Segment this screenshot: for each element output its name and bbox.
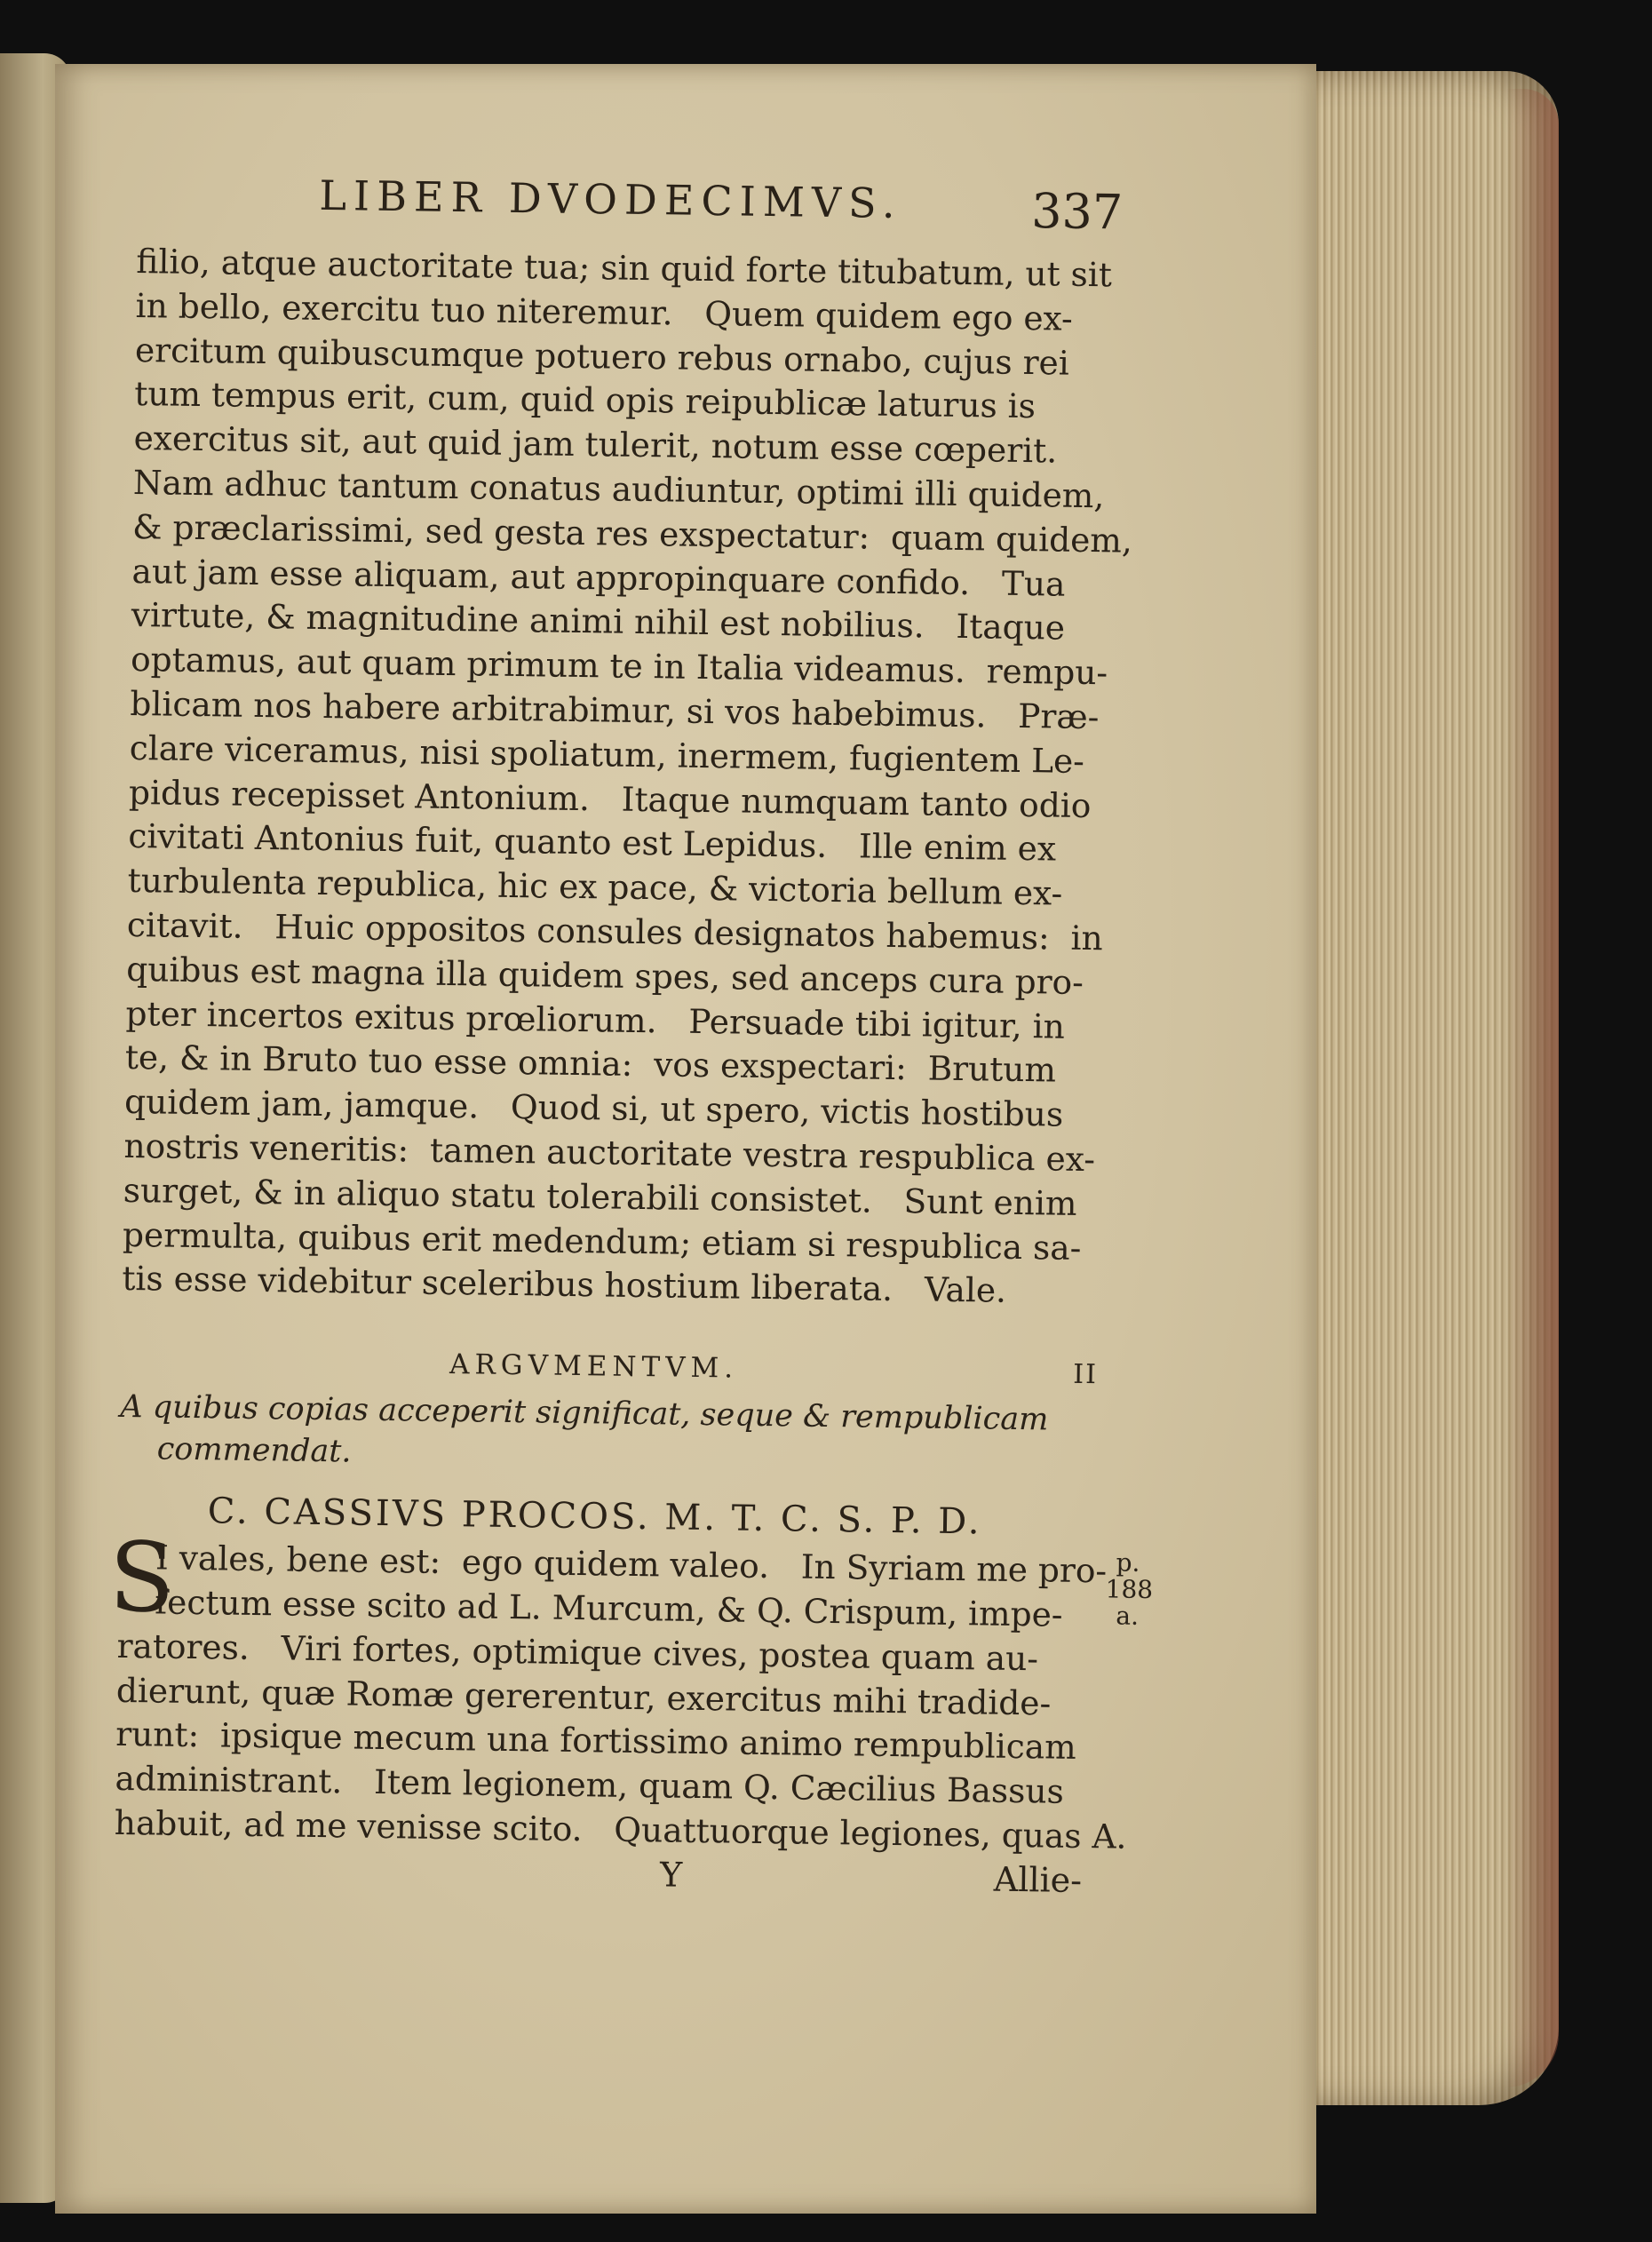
- text-line: virtute, & magnitudine animi nihil est nobilius. Itaque: [131, 595, 1066, 648]
- margin-note-line: a.: [1116, 1601, 1140, 1632]
- text-line: Nam adhuc tantum conatus audiuntur, optimi illi quidem,: [132, 462, 1105, 516]
- text-line: filio, atque auctoritate tua; sin quid forte titubatum, ut sit: [136, 241, 1113, 295]
- text-line: turbulenta republica, hic ex pace, & victoria bellum ex-: [127, 861, 1063, 913]
- text-line: exercitus sit, aut quid jam tulerit, notum esse cœperit.: [133, 418, 1058, 471]
- text-line: tis esse videbitur sceleribus hostium liberata. Vale.: [122, 1259, 1007, 1311]
- letter-number: II: [1073, 1358, 1099, 1391]
- text-line: dierunt, quæ Romæ gererentur, exercitus mihi tradide-: [115, 1670, 1052, 1723]
- catchword: Allie-: [993, 1859, 1083, 1900]
- text-line: pidus recepisset Antonium. Itaque numquam tanto odio: [128, 772, 1092, 825]
- signature-mark: Y: [659, 1855, 683, 1895]
- text-line: ratores. Viri fortes, optimique cives, postea quam au-: [116, 1626, 1039, 1679]
- drop-cap: S: [107, 1522, 176, 1634]
- second-letter: [107, 1522, 1154, 1859]
- text-line: quidem jam, jamque. Quod si, ut spero, victis hostibus: [123, 1082, 1064, 1134]
- text-line: surget, & in aliquo statu tolerabili consistet. Sunt enim: [123, 1170, 1077, 1223]
- text-line: clare viceramus, nisi spoliatum, inermem, fugientem Le-: [129, 727, 1085, 781]
- running-title: LIBER DVODECIMVS.: [319, 171, 902, 228]
- text-line: citavit. Huic oppositos consules designatos habemus: in: [126, 904, 1104, 958]
- running-head: [137, 160, 1124, 253]
- text-line: permulta, quibus erit medendum; etiam si respublica sa-: [122, 1214, 1082, 1268]
- text-line: quibus est magna illa quidem spes, sed anceps cura pro-: [125, 949, 1084, 1002]
- letter-body: [122, 240, 1133, 1315]
- text-line: pter incertos exitus prœliorum. Persuade tibi igitur, in: [125, 993, 1066, 1046]
- text-line: runt: ipsique mecum una fortissimo animo rempublicam: [115, 1714, 1076, 1768]
- text-line: ercitum quibuscumque potuero rebus ornabo, cujus rei: [134, 330, 1070, 383]
- text-line: te, & in Bruto tuo esse omnia: vos exspectari: Brutum: [124, 1038, 1057, 1090]
- text-line: civitati Antonius fuit, quanto est Lepidus. Ille enim ex: [128, 816, 1057, 869]
- text-line: in bello, exercitu tuo niteremur. Quem quidem ego ex-: [135, 285, 1074, 338]
- text-line: I vales, bene est: ego quidem valeo. In Syriam me pro-: [155, 1538, 1108, 1591]
- text-line: nostris veneritis: tamen auctoritate vestra respublica ex-: [123, 1125, 1096, 1180]
- book-page-edges: [1306, 71, 1559, 2105]
- text-line: & præclarissimi, sed gesta res exspectatur: quam quidem,: [131, 506, 1133, 560]
- text-line: aut jam esse aliquam, aut appropinquare confido. Tua: [131, 551, 1066, 604]
- page-number: 337: [1030, 183, 1124, 241]
- text-line: tum tempus erit, cum, quid opis reipublicæ laturus is: [134, 374, 1036, 426]
- text-line: habuit, ad me venisse scito. Quattuorque legiones, quas A.: [114, 1802, 1127, 1856]
- text-line: fectum esse scito ad L. Murcum, & Q. Crispum, impe-: [155, 1582, 1063, 1634]
- text-line: blicam nos habere arbitrabimur, si vos habebimus. Præ-: [130, 683, 1100, 737]
- text-line: optamus, aut quam primum te in Italia videamus. rempu-: [130, 640, 1108, 693]
- argumentum-line-1: A quibus copias acceperit significat, seque & rempublicam: [120, 1388, 1049, 1438]
- margin-note-line: p.: [1116, 1547, 1140, 1578]
- argumentum-line-2: commendat.: [156, 1431, 352, 1470]
- salutation: C. CASSIVS PROCOS. M. T. C. S. P. D.: [207, 1491, 982, 1543]
- page-text: [107, 160, 1154, 1905]
- text-line: administrant. Item legionem, quam Q. Cæcilius Bassus: [115, 1758, 1065, 1811]
- margin-note-line: 188: [1105, 1574, 1154, 1605]
- argumentum-heading: ARGVMENTVM.: [449, 1348, 739, 1385]
- margin-note: [1105, 1547, 1154, 1632]
